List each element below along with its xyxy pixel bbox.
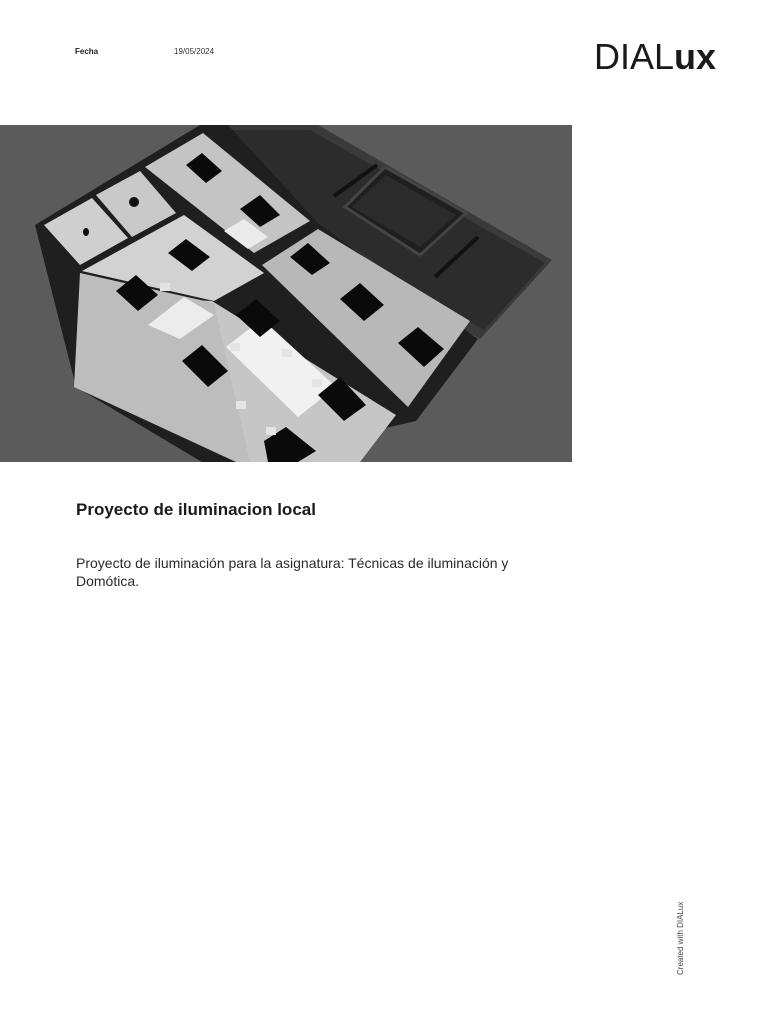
logo-text-light: DIAL bbox=[594, 36, 675, 76]
created-with-credit: Created with DIALux bbox=[676, 901, 685, 975]
date-label: Fecha bbox=[75, 47, 99, 56]
dialux-logo bbox=[594, 36, 726, 76]
logo-text-bold: ux bbox=[674, 36, 717, 76]
project-description: Proyecto de iluminación para la asignatura: Técnicas de iluminación y Domótica. bbox=[76, 555, 509, 589]
room-render-image bbox=[0, 125, 572, 462]
project-title: Proyecto de iluminacion local bbox=[76, 500, 316, 519]
date-value: 19/05/2024 bbox=[174, 47, 215, 56]
svg-text:DIALux bbox=[594, 36, 716, 76]
